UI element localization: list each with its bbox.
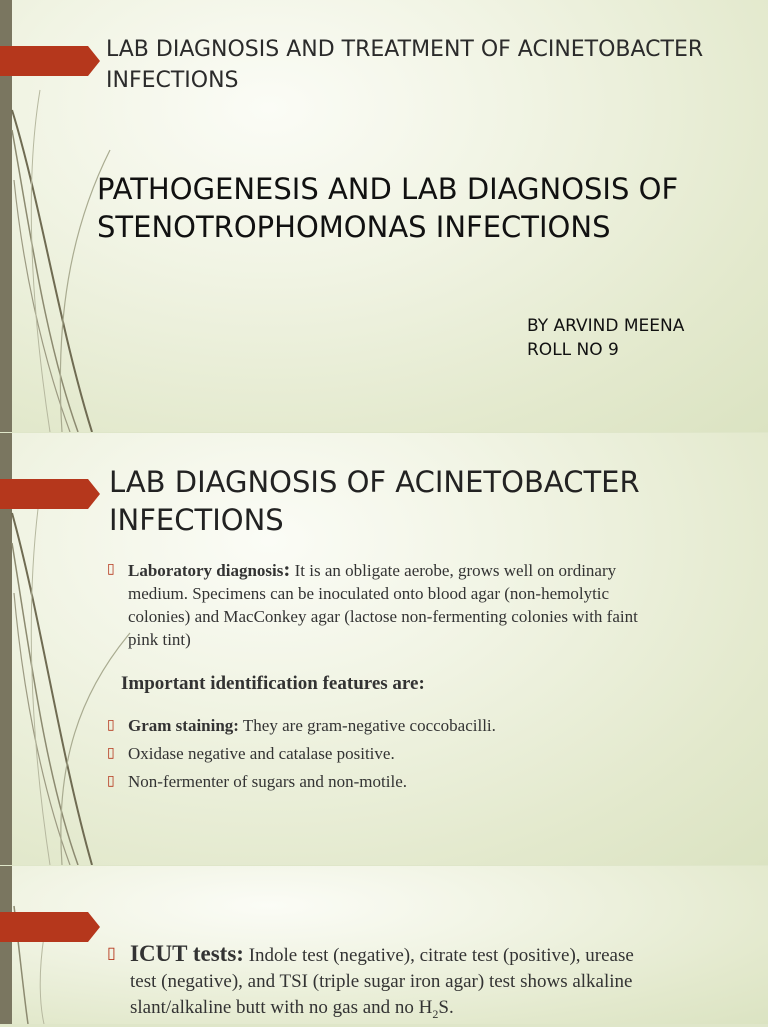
bullet-label: Laboratory diagnosis	[128, 561, 284, 580]
bullet-text: It is an obligate aerobe, grows well on ordinary medium. Specimens can be inoculated onto blood agar (non-hemolytic colonies) and MacConkey agar (lactose non-fermenting colonies with faint pink tint)	[128, 561, 638, 649]
square-bullet-icon: ▯	[107, 945, 116, 962]
list-item	[107, 770, 407, 793]
title-flag-marker	[0, 479, 100, 509]
features-heading: Important identification features are:	[121, 673, 425, 694]
square-bullet-icon: ▯	[107, 774, 115, 789]
square-bullet-icon: ▯	[107, 718, 115, 733]
list-item	[107, 714, 496, 737]
decorative-swirl-lines	[0, 866, 140, 1024]
list-item	[107, 557, 668, 651]
slide-title: LAB DIAGNOSIS OF ACINETOBACTER INFECTIONS	[109, 465, 640, 537]
bullet-label: ICUT tests:	[130, 941, 244, 966]
bullet-text: Oxidase negative and catalase positive.	[128, 744, 395, 763]
bullet-colon: :	[283, 557, 291, 581]
presentation-subtitle: LAB DIAGNOSIS AND TREATMENT OF ACINETOBACTER INFECTIONS	[106, 37, 704, 93]
title-flag-marker	[0, 912, 100, 942]
bullet-text: Indole test (negative), citrate test (positive), urease test (negative), and TSI (triple sugar iron agar) test shows alkaline slant/alkaline butt with no gas and no H	[130, 945, 634, 1018]
subscript-two: 2	[432, 1006, 439, 1021]
bullet-text: They are gram-negative coccobacilli.	[238, 716, 496, 735]
author-block	[527, 314, 684, 362]
bullet-text-end: S.	[438, 997, 454, 1018]
list-item	[107, 941, 650, 1027]
bullet-label: Gram staining:	[128, 716, 239, 735]
square-bullet-icon: ▯	[107, 562, 115, 577]
author-name: BY ARVIND MEENA	[527, 316, 685, 336]
square-bullet-icon: ▯	[107, 746, 115, 761]
title-flag-marker	[0, 46, 100, 76]
bullet-text: Non-fermenter of sugars and non-motile.	[128, 772, 407, 791]
list-item	[107, 742, 395, 765]
roll-number: ROLL NO 9	[527, 340, 619, 360]
presentation-title: PATHOGENESIS AND LAB DIAGNOSIS OF STENOTROPHOMONAS INFECTIONS	[97, 172, 679, 244]
